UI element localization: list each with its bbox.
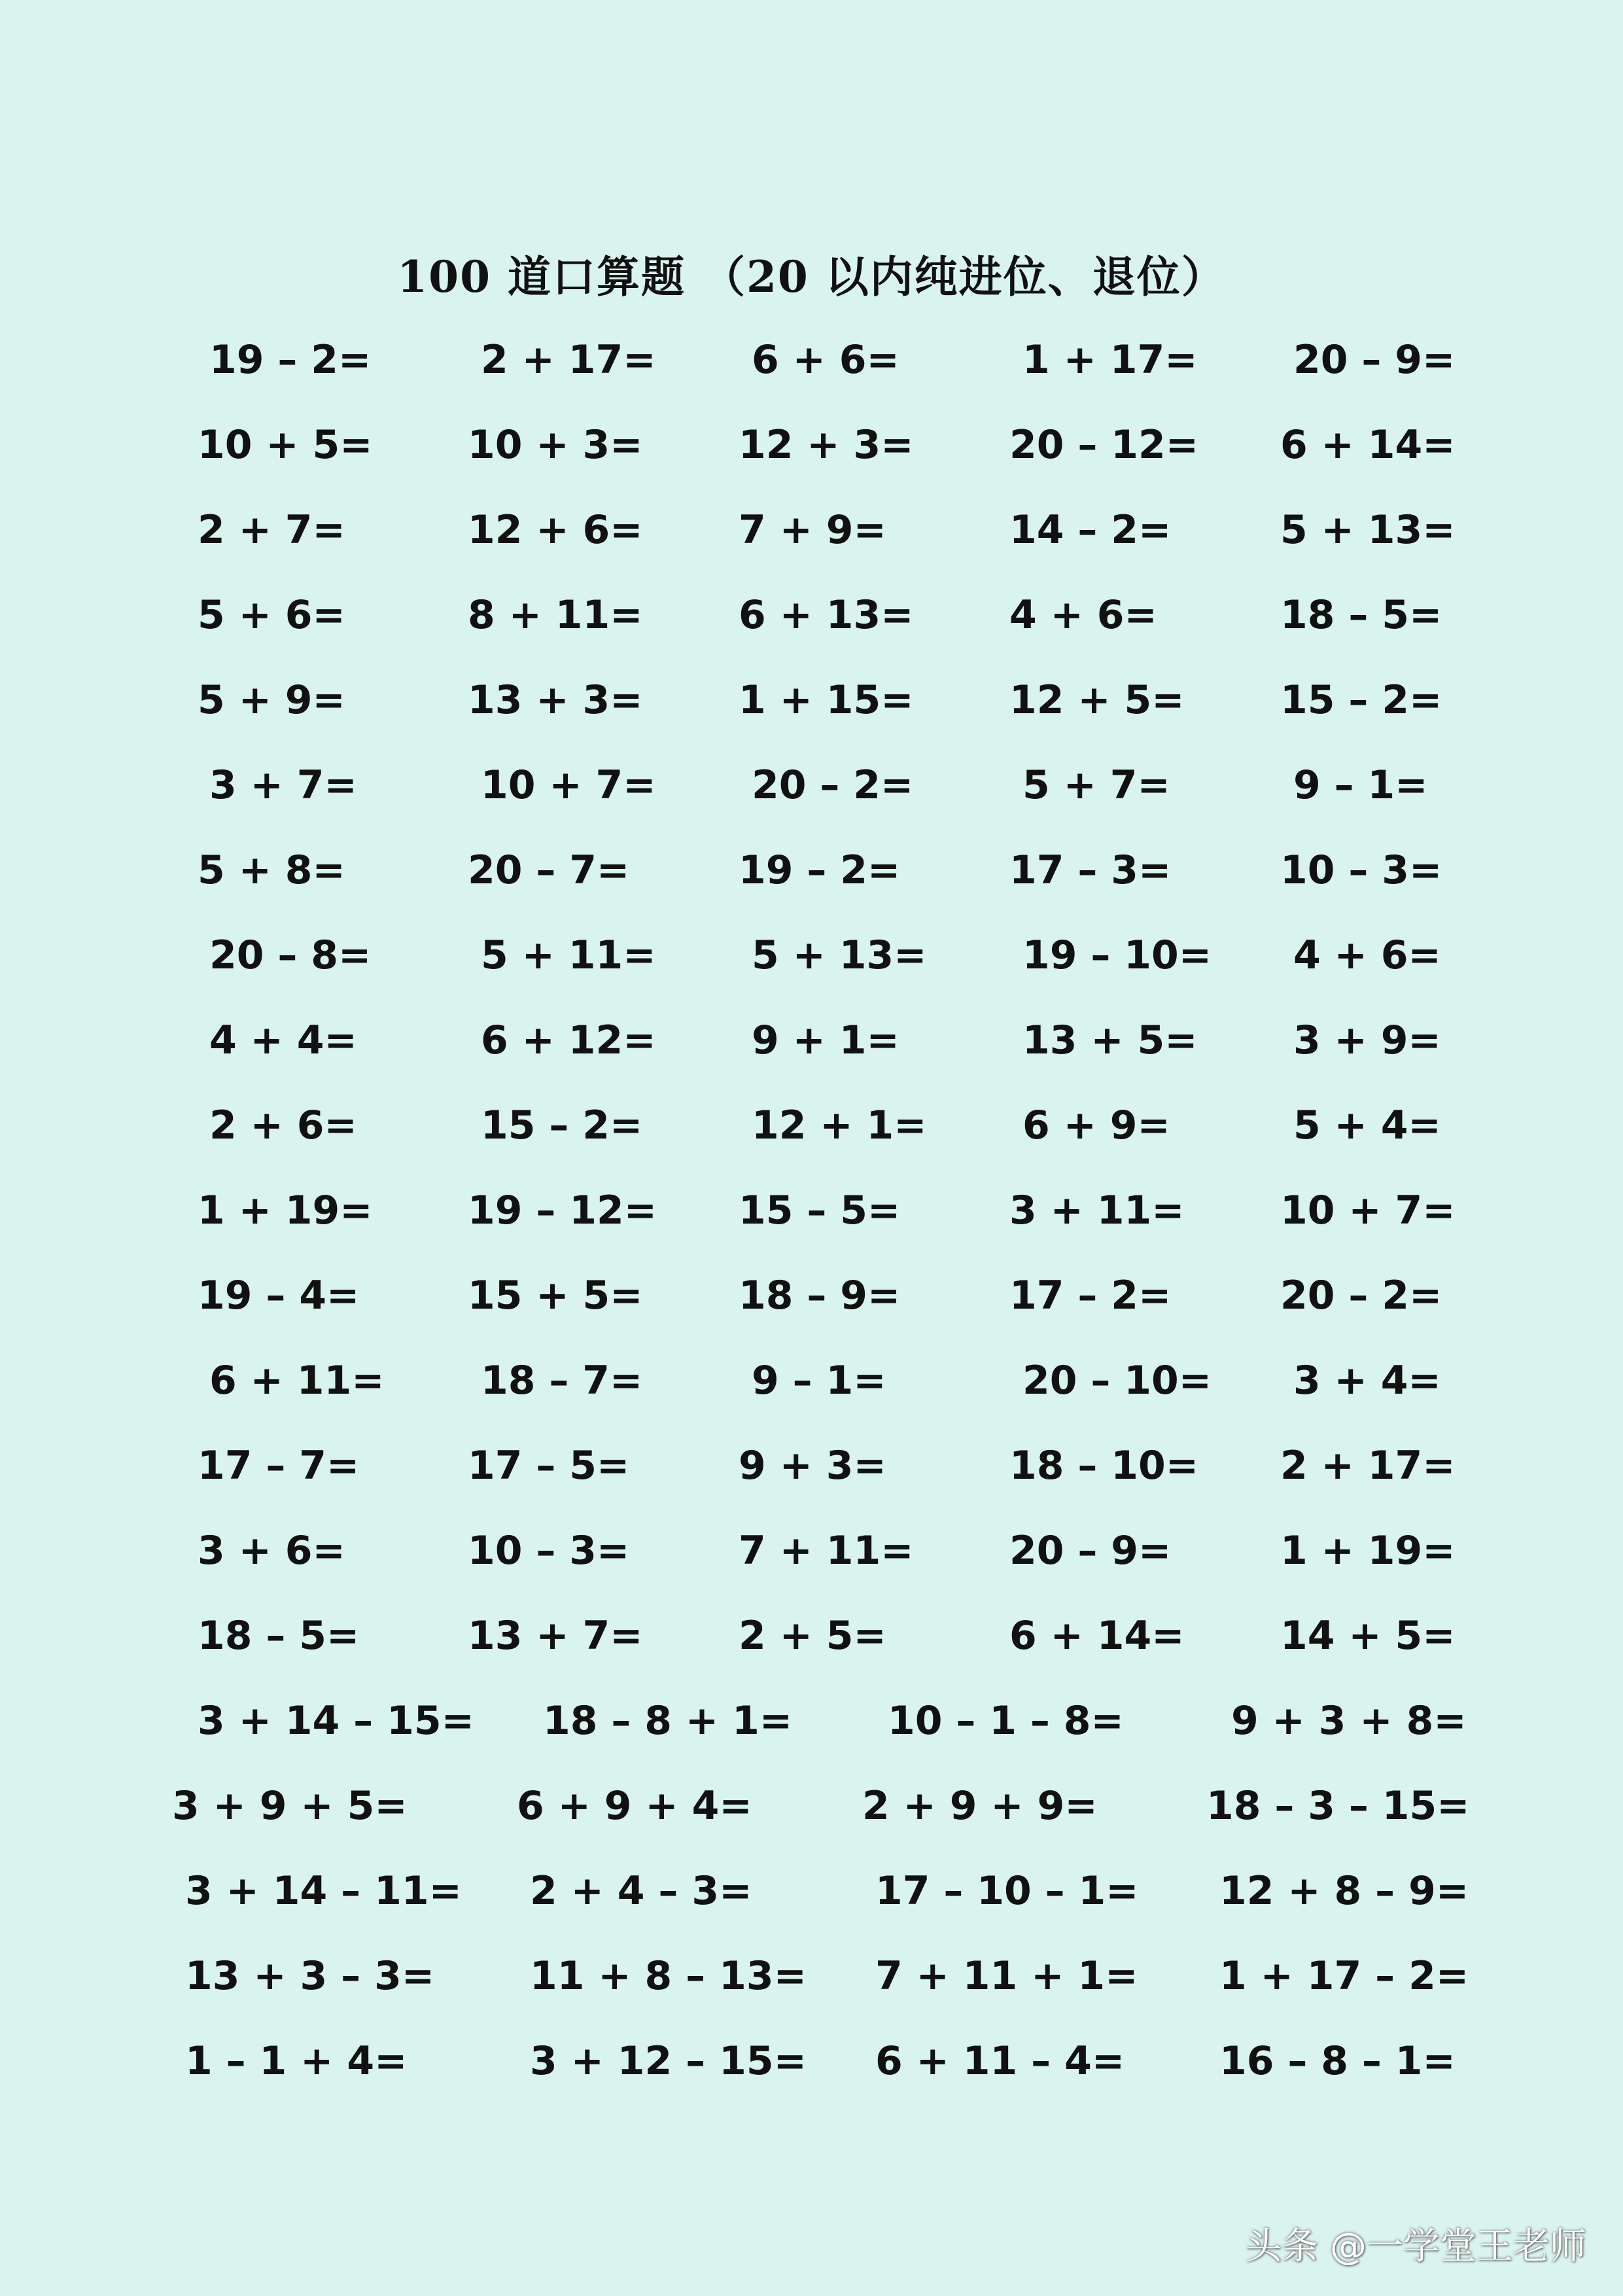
arithmetic-problem: 15 + 5= [468,1273,643,1318]
arithmetic-problem: 10 – 1 – 8= [888,1698,1124,1744]
arithmetic-problem: 1 + 19= [198,1188,373,1233]
arithmetic-problem: 17 – 5= [468,1443,630,1489]
arithmetic-problem: 20 – 2= [752,762,914,808]
arithmetic-problem: 20 – 9= [1009,1528,1172,1574]
arithmetic-problem: 7 + 11 + 1= [875,1953,1138,1999]
arithmetic-problem: 10 – 3= [1280,847,1442,893]
arithmetic-problem: 15 – 2= [1280,677,1442,723]
arithmetic-problem: 1 + 15= [739,677,914,723]
arithmetic-problem: 7 + 9= [739,507,886,553]
arithmetic-problem: 6 + 9= [1022,1103,1170,1148]
arithmetic-problem: 12 + 5= [1009,677,1185,723]
arithmetic-problem: 10 + 3= [468,422,643,468]
arithmetic-problem: 9 + 3 + 8= [1231,1698,1467,1744]
arithmetic-problem: 3 + 4= [1293,1358,1441,1404]
arithmetic-problem: 2 + 7= [198,507,345,553]
arithmetic-problem: 20 – 10= [1022,1358,1212,1404]
arithmetic-problem: 5 + 9= [198,677,345,723]
arithmetic-problem: 3 + 6= [198,1528,345,1574]
arithmetic-problem: 4 + 6= [1293,932,1441,978]
watermark: 头条 @一学堂王老师 [1245,2225,1586,2268]
arithmetic-problem: 20 – 8= [209,932,372,978]
arithmetic-problem: 20 – 2= [1280,1273,1442,1318]
arithmetic-problem: 18 – 10= [1009,1443,1199,1489]
arithmetic-problem: 5 + 6= [198,592,345,638]
arithmetic-problem: 1 + 17 – 2= [1219,1953,1469,1999]
arithmetic-problem: 16 – 8 – 1= [1219,2038,1456,2084]
arithmetic-problem: 19 – 2= [209,337,372,383]
arithmetic-problem: 3 + 11= [1009,1188,1185,1233]
arithmetic-problem: 12 + 3= [739,422,914,468]
page-title: 100 道口算题 （20 以内纯进位、退位） [397,251,1226,302]
arithmetic-problem: 18 – 5= [198,1613,360,1659]
arithmetic-problem: 3 + 9= [1293,1017,1441,1063]
arithmetic-problem: 3 + 9 + 5= [172,1783,408,1829]
arithmetic-problem: 6 + 6= [752,337,899,383]
arithmetic-problem: 4 + 6= [1009,592,1157,638]
arithmetic-problem: 18 – 8 + 1= [543,1698,793,1744]
arithmetic-problem: 13 + 7= [468,1613,643,1659]
arithmetic-problem: 18 – 9= [739,1273,901,1318]
arithmetic-problem: 18 – 3 – 15= [1206,1783,1470,1829]
arithmetic-problem: 12 + 1= [752,1103,927,1148]
arithmetic-problem: 2 + 5= [739,1613,886,1659]
arithmetic-problem: 18 – 5= [1280,592,1442,638]
arithmetic-problem: 15 – 5= [739,1188,901,1233]
arithmetic-problem: 6 + 11 – 4= [875,2038,1125,2084]
arithmetic-problem: 13 + 5= [1022,1017,1198,1063]
arithmetic-problem: 6 + 12= [481,1017,656,1063]
arithmetic-problem: 19 – 10= [1022,932,1212,978]
arithmetic-problem: 6 + 9 + 4= [517,1783,752,1829]
arithmetic-problem: 6 + 14= [1280,422,1456,468]
arithmetic-problem: 10 + 7= [481,762,656,808]
arithmetic-problem: 17 – 7= [198,1443,360,1489]
arithmetic-problem: 17 – 2= [1009,1273,1172,1318]
arithmetic-problem: 5 + 8= [198,847,345,893]
arithmetic-problem: 5 + 11= [481,932,656,978]
arithmetic-problem: 18 – 7= [481,1358,643,1404]
arithmetic-problem: 11 + 8 – 13= [530,1953,807,1999]
arithmetic-problem: 3 + 14 – 15= [198,1698,474,1744]
arithmetic-problem: 19 – 12= [468,1188,657,1233]
arithmetic-problem: 20 – 7= [468,847,630,893]
arithmetic-problem: 20 – 9= [1293,337,1456,383]
arithmetic-problem: 13 + 3 – 3= [185,1953,435,1999]
arithmetic-problem: 1 + 17= [1022,337,1198,383]
arithmetic-problem: 4 + 4= [209,1017,357,1063]
arithmetic-problem: 3 + 7= [209,762,357,808]
arithmetic-problem: 12 + 8 – 9= [1219,1868,1469,1914]
arithmetic-problem: 2 + 9 + 9= [862,1783,1098,1829]
arithmetic-problem: 5 + 13= [1280,507,1456,553]
arithmetic-problem: 17 – 3= [1009,847,1172,893]
arithmetic-problem: 19 – 2= [739,847,901,893]
arithmetic-problem: 2 + 17= [481,337,656,383]
arithmetic-problem: 10 + 7= [1280,1188,1456,1233]
arithmetic-problem: 5 + 4= [1293,1103,1441,1148]
arithmetic-problem: 14 + 5= [1280,1613,1456,1659]
arithmetic-problem: 9 – 1= [752,1358,886,1404]
arithmetic-problem: 3 + 14 – 11= [185,1868,462,1914]
arithmetic-problem: 6 + 14= [1009,1613,1185,1659]
arithmetic-problem: 13 + 3= [468,677,643,723]
arithmetic-problem: 9 + 1= [752,1017,899,1063]
arithmetic-problem: 12 + 6= [468,507,643,553]
arithmetic-problem: 15 – 2= [481,1103,643,1148]
arithmetic-problem: 6 + 13= [739,592,914,638]
arithmetic-problem: 5 + 13= [752,932,927,978]
arithmetic-problem: 8 + 11= [468,592,643,638]
arithmetic-problem: 7 + 11= [739,1528,914,1574]
arithmetic-problem: 19 – 4= [198,1273,360,1318]
arithmetic-problem: 20 – 12= [1009,422,1199,468]
arithmetic-problem: 10 – 3= [468,1528,630,1574]
arithmetic-problem: 2 + 17= [1280,1443,1456,1489]
arithmetic-problem: 9 – 1= [1293,762,1428,808]
arithmetic-problem: 2 + 6= [209,1103,357,1148]
arithmetic-problem: 14 – 2= [1009,507,1172,553]
arithmetic-problem: 3 + 12 – 15= [530,2038,807,2084]
arithmetic-problem: 5 + 7= [1022,762,1170,808]
arithmetic-problem: 10 + 5= [198,422,373,468]
arithmetic-problem: 1 – 1 + 4= [185,2038,408,2084]
arithmetic-problem: 17 – 10 – 1= [875,1868,1139,1914]
arithmetic-problem: 9 + 3= [739,1443,886,1489]
arithmetic-problem: 2 + 4 – 3= [530,1868,752,1914]
arithmetic-problem: 6 + 11= [209,1358,385,1404]
arithmetic-problem: 1 + 19= [1280,1528,1456,1574]
